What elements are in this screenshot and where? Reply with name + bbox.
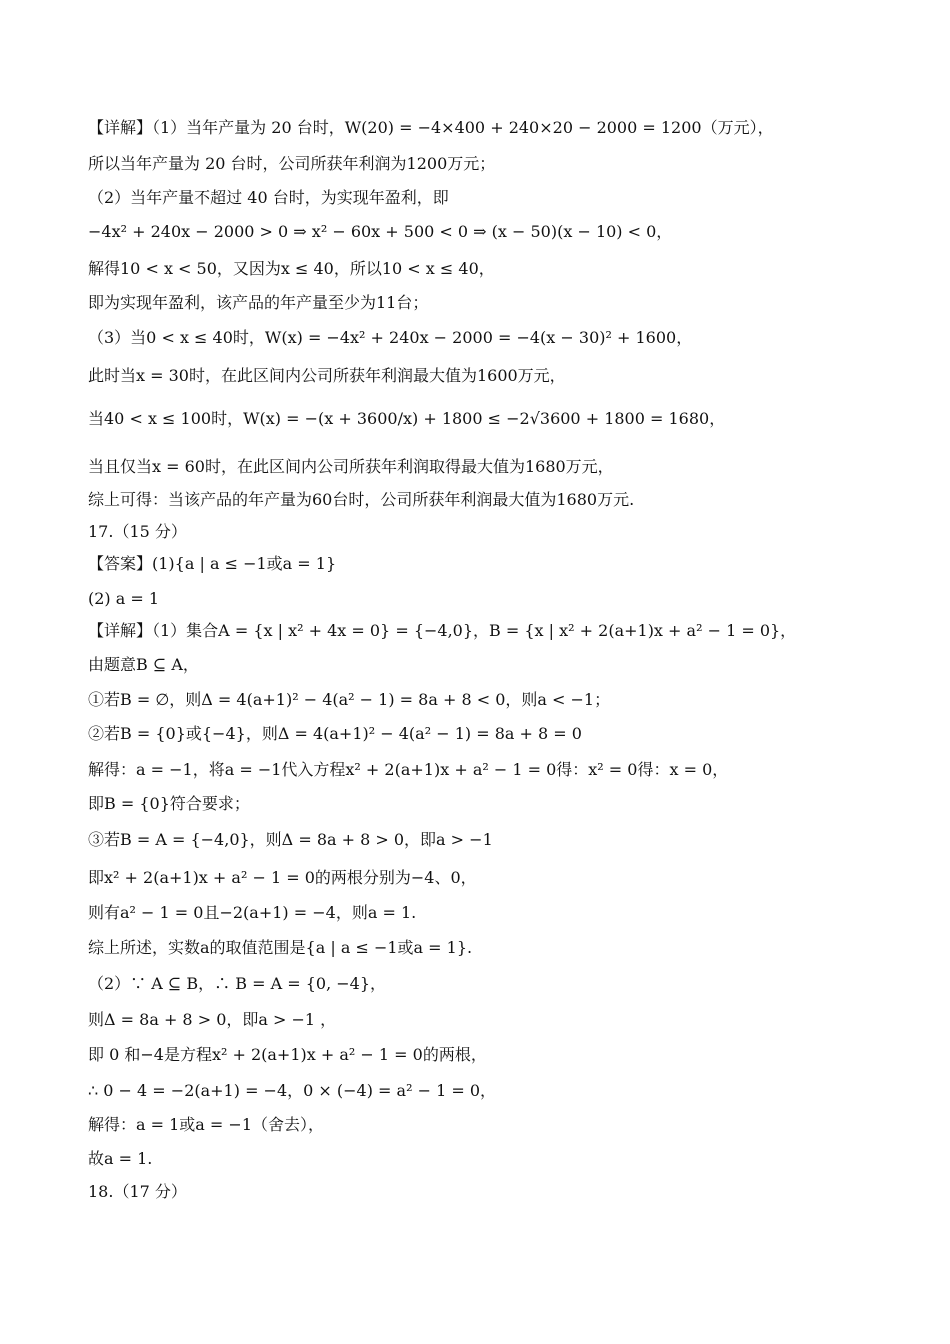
text-line: 所以当年产量为 20 台时，公司所获年利润为1200万元； <box>88 154 496 173</box>
text-line: ③若B = A = {−4,0}，则Δ = 8a + 8 > 0，即a > −1 <box>88 830 493 849</box>
text-line: 解得10 < x < 50，又因为x ≤ 40，所以10 < x ≤ 40， <box>88 259 495 278</box>
text-line: 此时当x = 30时，在此区间内公司所获年利润最大值为1600万元， <box>88 366 566 385</box>
text-line: 综上所述，实数a的取值范围是{a | a ≤ −1或a = 1}. <box>88 938 473 957</box>
text-line: 即 0 和−4是方程x² + 2(a+1)x + a² − 1 = 0的两根， <box>88 1045 487 1064</box>
section-heading: 18.（17 分） <box>88 1182 187 1201</box>
text-line: ②若B = {0}或{−4}，则Δ = 4(a+1)² − 4(a² − 1) = 8a + 8 = 0 <box>88 724 582 743</box>
answer-line: (2) a = 1 <box>88 589 160 608</box>
text-line: 综上可得：当该产品的年产量为60台时，公司所获年利润最大值为1680万元. <box>88 490 635 509</box>
text-line: ①若B = ∅，则Δ = 4(a+1)² − 4(a² − 1) = 8a + 8 < 0，则a < −1； <box>88 690 611 709</box>
text-line: （2）∵ A ⊆ B，∴ B = A = {0, −4}， <box>88 974 387 993</box>
text-line: （3）当0 < x ≤ 40时，W(x) = −4x² + 240x − 2000 = −4(x − 30)² + 1600， <box>88 328 693 347</box>
text-line: 解得：a = −1，将a = −1代入方程x² + 2(a+1)x + a² − 1 = 0得：x² = 0得：x = 0， <box>88 760 729 779</box>
text-line: 由题意B ⊆ A， <box>88 655 199 674</box>
text-line: 【详解】（1）集合A = {x | x² + 4x = 0} = {−4,0}，B = {x | x² + 2(a+1)x + a² − 1 = 0}， <box>88 621 797 640</box>
text-line: 即B = {0}符合要求； <box>88 794 250 813</box>
text-line: 则Δ = 8a + 8 > 0，即a > −1 ， <box>88 1010 337 1029</box>
text-line: ∴ 0 − 4 = −2(a+1) = −4，0 × (−4) = a² − 1 = 0， <box>88 1081 497 1100</box>
text-line: 即为实现年盈利，该产品的年产量至少为11台； <box>88 293 429 312</box>
text-line: 当且仅当x = 60时，在此区间内公司所获年利润取得最大值为1680万元， <box>88 457 614 476</box>
text-line: 即x² + 2(a+1)x + a² − 1 = 0的两根分别为−4、0， <box>88 868 477 887</box>
text-line: 当40 < x ≤ 100时，W(x) = −(x + 3600/x) + 1800 ≤ −2√3600 + 1800 = 1680， <box>88 409 726 428</box>
text-line: −4x² + 240x − 2000 > 0 ⇒ x² − 60x + 500 < 0 ⇒ (x − 50)(x − 10) < 0， <box>88 222 673 241</box>
text-line: 解得：a = 1或a = −1（舍去）， <box>88 1115 325 1134</box>
text-line: 故a = 1. <box>88 1149 153 1168</box>
text-line: 则有a² − 1 = 0且−2(a+1) = −4，则a = 1. <box>88 903 417 922</box>
section-heading: 17.（15 分） <box>88 522 187 541</box>
text-line: 【详解】（1）当年产量为 20 台时，W(20) = −4×400 + 240×20 − 2000 = 1200（万元）， <box>88 118 774 137</box>
answer-line: 【答案】(1){a | a ≤ −1或a = 1} <box>88 554 337 573</box>
text-line: （2）当年产量不超过 40 台时，为实现年盈利，即 <box>88 188 449 207</box>
